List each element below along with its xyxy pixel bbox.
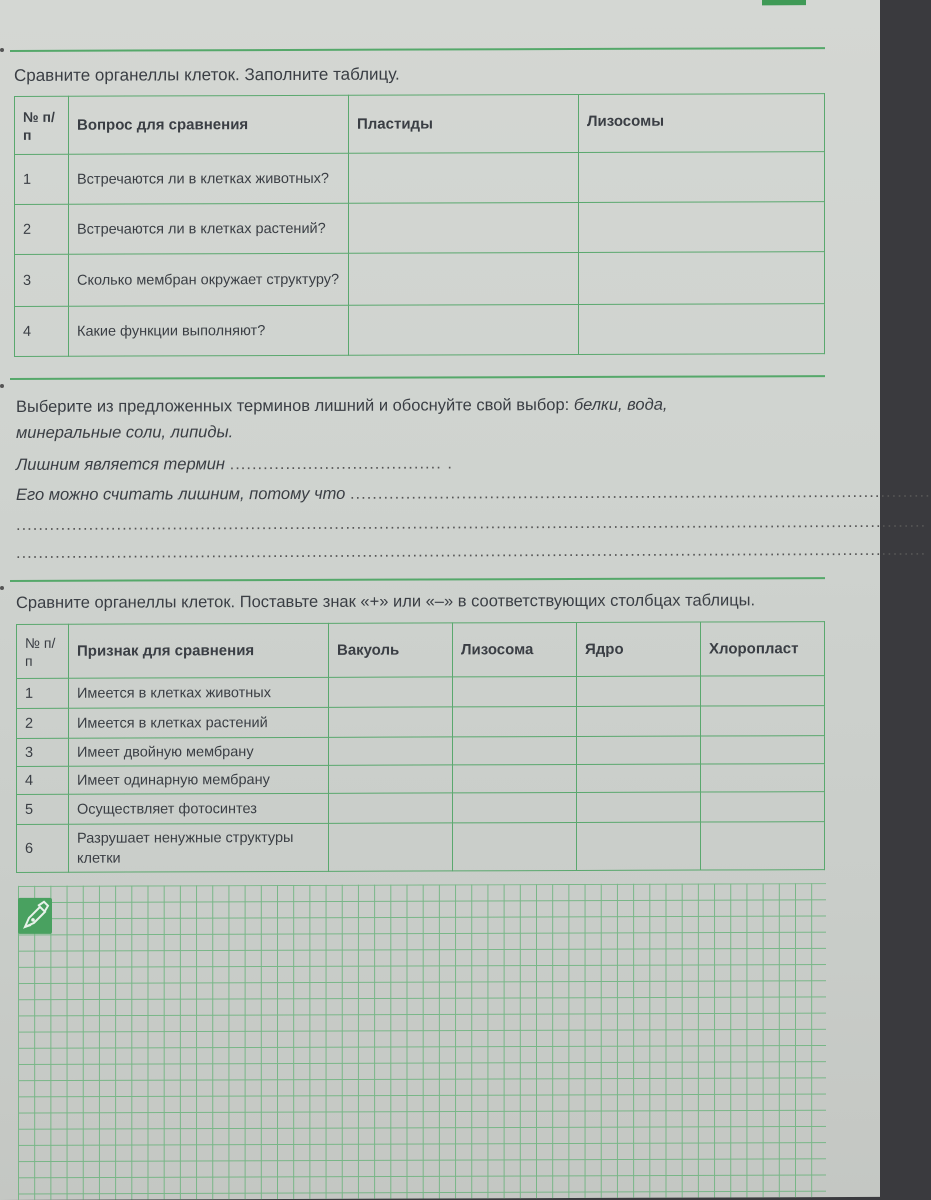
answer-blank[interactable]: ........................................................................................................ [349,482,931,503]
answer-cell[interactable] [701,676,825,706]
answer-cell[interactable] [701,706,825,736]
col-num-header: № п/п [15,96,69,154]
col-vacuole-header: Вакуоль [329,623,453,677]
col-lysosomes-header: Лизосомы [579,94,825,153]
answer-cell[interactable] [453,792,577,822]
task2-line-a-label: Лишним является термин [16,455,226,474]
answer-blank-line[interactable]: ................................................................................................................................................................... [16,540,927,562]
margin-dot [0,586,4,590]
task2-answer-line-a [16,449,816,478]
table-row [15,202,825,255]
col-feature-header: Признак для сравнения [69,623,329,678]
row-number: 3 [17,738,69,766]
row-number: 2 [15,204,69,254]
answer-cell[interactable] [349,152,579,203]
answer-cell[interactable] [329,707,453,737]
task3-title: Сравните органеллы клеток. Поставьте знак «+» или «–» в соответствующих столбцах таблицы. [16,591,756,612]
answer-cell[interactable] [701,764,825,792]
answer-cell[interactable] [453,706,577,736]
answer-cell[interactable] [579,304,825,355]
task2-terms-1: белки, вода, [573,395,668,414]
table-row [15,252,825,307]
row-question: Встречаются ли в клетках растений? [69,203,349,254]
row-number: 1 [15,154,69,204]
section-divider-3 [10,577,825,582]
answer-cell[interactable] [349,304,579,355]
answer-cell[interactable] [453,676,577,706]
table-row [15,304,825,357]
answer-blank-line[interactable]: ................................................................................................................................................................... [16,512,927,534]
answer-cell[interactable] [349,252,579,305]
pen-icon [18,898,52,934]
answer-blank[interactable]: ...................................... . [229,454,453,474]
task1-header-row [15,94,825,155]
answer-cell[interactable] [701,736,825,764]
col-lysosome-header: Лизосома [453,622,577,676]
table-row [17,736,825,767]
answer-cell[interactable] [453,764,577,792]
row-feature: Имеется в клетках животных [69,677,329,708]
task2-prompt-text: Выберите из предложенных терминов лишний и обоснуйте свой выбор: [16,396,570,416]
row-feature: Осуществляет фотосинтез [69,793,329,824]
answer-cell[interactable] [329,823,453,871]
task3-table [16,621,825,873]
row-feature: Имеет двойную мембрану [69,737,329,766]
answer-cell[interactable] [701,792,825,822]
row-number: 4 [15,306,69,356]
row-number: 3 [15,254,69,306]
notes-grid[interactable] [18,883,826,1200]
row-feature: Имеется в клетках растений [69,707,329,738]
task2-answer-line-b [16,479,931,508]
task2-line-b-label: Его можно считать лишним, потому что [16,484,346,504]
col-nucleus-header: Ядро [577,622,701,676]
answer-cell[interactable] [329,737,453,765]
answer-cell[interactable] [577,736,701,764]
col-plastids-header: Пластиды [349,94,579,153]
task3-header-row [17,622,825,679]
row-question: Какие функции выполняют? [69,305,349,356]
row-number: 4 [17,766,69,794]
task2-terms-2: минеральные соли, липиды. [16,423,234,442]
row-number: 2 [17,708,69,738]
answer-cell[interactable] [453,736,577,764]
row-feature: Имеет одинарную мембрану [69,765,329,794]
col-question-header: Вопрос для сравнения [69,95,349,154]
col-chloroplast-header: Хлоропласт [701,622,825,676]
answer-cell[interactable] [577,706,701,736]
answer-cell[interactable] [577,822,701,870]
table-row [17,822,825,873]
answer-cell[interactable] [579,252,825,305]
section-divider-2 [10,375,825,380]
table-row [17,706,825,739]
section-divider-1 [10,47,825,52]
answer-cell[interactable] [349,202,579,253]
answer-cell[interactable] [453,822,577,870]
answer-cell[interactable] [329,677,453,707]
row-number: 6 [17,824,69,872]
row-question: Сколько мембран окружает структуру? [69,253,349,306]
answer-cell[interactable] [577,764,701,792]
answer-cell[interactable] [329,793,453,823]
margin-dot [0,384,4,388]
page-corner-tab [762,0,806,5]
table-row [17,764,825,795]
margin-dot [0,48,4,52]
table-row [15,152,825,205]
answer-cell[interactable] [577,676,701,706]
answer-cell[interactable] [701,822,825,870]
task2-prompt [16,391,816,446]
task1-table [14,93,825,357]
task1-title: Сравните органеллы клеток. Заполните таблицу. [14,64,400,85]
row-number: 1 [17,678,69,708]
table-row [17,792,825,825]
row-number: 5 [17,794,69,824]
answer-cell[interactable] [577,792,701,822]
row-feature: Разрушает ненужные структуры клетки [69,823,329,872]
answer-cell[interactable] [579,202,825,253]
row-question: Встречаются ли в клетках животных? [69,153,349,204]
table-row [17,676,825,709]
answer-cell[interactable] [329,765,453,793]
col-num-header: № п/п [17,624,69,678]
answer-cell[interactable] [579,152,825,203]
